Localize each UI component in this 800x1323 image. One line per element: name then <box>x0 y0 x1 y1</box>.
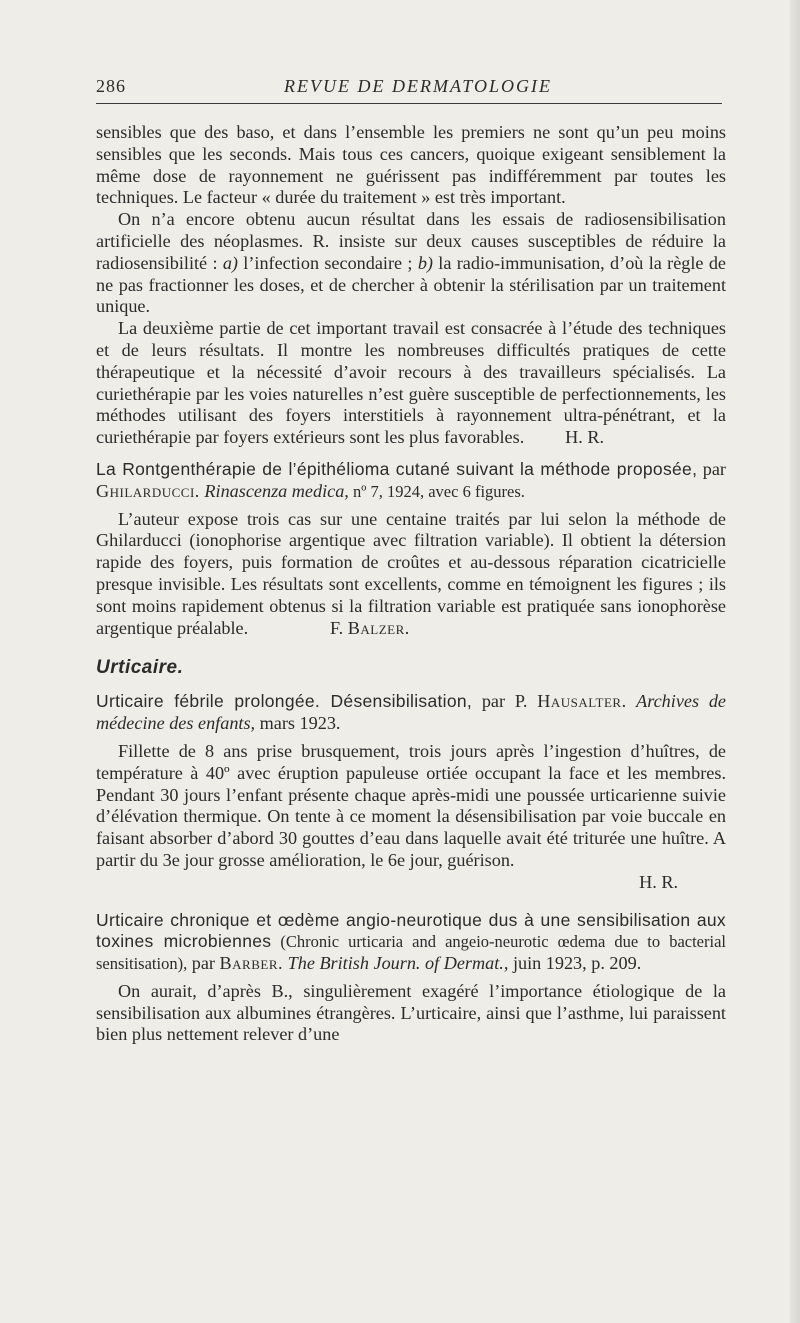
paragraph-3 <box>96 318 726 449</box>
article-author-hausalter: Hausalter. <box>537 691 627 712</box>
article-body-ghilarducci <box>96 509 726 640</box>
article-author-barber: Barber. <box>219 953 284 974</box>
article-title-hausalter: Urticaire fébrile prolongée. Désensibilisation, <box>96 691 473 712</box>
article-original-title-barber: (Chronic urticaria and angeio-neurotic œdema due to bacterial sensitisation), <box>96 932 726 974</box>
article-par: par P. <box>472 691 538 712</box>
article-ref-ghilarducci: nº 7, 1924, avec 6 figures. <box>348 481 525 501</box>
article-body-barber: On aurait, d’après B., singulièrement exagéré l’importance étiologique de la sensibilisation aux albumines étrangères. L’urticaire, ainsi que l’asthme, lui paraissent bien plus nettement relever d’une <box>96 980 726 1045</box>
article-ref-barber: juin 1923, p. 209. <box>508 953 642 974</box>
page-number: 286 <box>96 76 126 96</box>
paragraph-1: sensibles que des baso, et dans l’ensemble les premiers ne sont qu’un peu moins sensibles que les seconds. Mais tous ces cancers, quoique exigeant sensiblement la même dose de rayonnement ne guérissent pas indifféremment par toutes les techniques. Le facteur « durée du traitement » est très important. <box>96 122 726 208</box>
article-journal-hausalter: Archives de médecine des enfants, <box>96 691 726 734</box>
signature-balzer: Balzer. <box>347 617 410 638</box>
article-title-ghilarducci: La Rontgenthérapie de l’épithélioma cutané suivant la méthode proposée, <box>96 458 698 479</box>
article-ref-hausalter: mars 1923. <box>255 713 341 734</box>
article-par: par <box>697 458 726 479</box>
paragraph-2-text-b: l’infection secondaire ; <box>237 252 418 273</box>
list-marker-b: b) <box>417 252 433 273</box>
signature-hr: H. R. <box>639 871 678 892</box>
page-body <box>96 122 726 1046</box>
paragraph-3-text: La deuxième partie de cet important travail est consacrée à l’étude des techniques et de leurs résultats. Il montre les nombreuses difficultés pratiques de cette thérapeutique et la nécessité d’avoir recours à des travailleurs spécialisés. La curiethérapie par les voies naturelles n’est guère susceptible de perfectionnements, les méthodes utilisant des foyers interstitiels à rayonnement ultra-pénétrant, et la curiethérapie par foyers extérieurs sont les plus favorables. <box>96 318 726 448</box>
article-title-barber: Urticaire chronique et œdème angio-neurotique dus à une sensibilisation aux toxines microbiennes <box>96 909 726 952</box>
article-heading-hausalter <box>96 691 726 735</box>
section-title-urticaire: Urticaire. <box>96 657 184 679</box>
article-par: par <box>187 953 220 974</box>
article-heading-ghilarducci <box>96 459 726 503</box>
paragraph-2-text-a: On n’a encore obtenu aucun résultat dans les essais de radiosensibilisation artificielle des néoplasmes. R. insiste sur deux causes susceptibles de réduire la radiosensibilité : <box>96 209 726 273</box>
page-header <box>96 72 728 100</box>
book-page <box>96 72 728 1045</box>
article-journal-barber: The British Journ. of Dermat., <box>283 953 509 974</box>
paragraph-3-signature: H. R. <box>565 427 605 448</box>
article-journal-ghilarducci: Rinascenza medica, <box>199 480 349 501</box>
running-title: REVUE DE DERMATOLOGIE <box>284 76 552 96</box>
article-heading-barber <box>96 910 726 975</box>
list-marker-a: a) <box>222 252 238 273</box>
article-body-hausalter: Fillette de 8 ans prise brusquement, trois jours après l’ingestion d’huîtres, de température à 40º avec éruption papuleuse ortiée occupant la face et les membres. Pendant 30 jours l’enfant présente chaque après-midi une poussée urticarienne suivie d’élévation thermique. On tente à ce moment la désensibilisation par voie buccale en faisant absorber d’abord 30 gouttes d’eau dans laquelle avait été triturée une huître. A partir du 3e jour grosse amélioration, le 6e jour, guérison. <box>96 740 726 870</box>
article-body-ghilarducci-text: L’auteur expose trois cas sur une centaine traités par lui selon la méthode de Ghilarducci (ionophorise argentique avec filtration variable). Il obtient la détersion rapide des foyers, puis formation de croûtes et au-dessous réparation cicatricielle presque invisible. Les résultats sont excellents, comme en témoignent les figures ; ils sont moins rapidement obtenus si la filtration variable est pratiquée sans ionophorèse argentique préalable. <box>96 508 726 638</box>
article-author-ghilarducci: Ghilarducci. <box>96 480 200 501</box>
header-rule <box>96 103 722 104</box>
page-edge-shadow <box>790 0 800 1323</box>
paragraph-2 <box>96 209 726 318</box>
paragraph-2-text-c: la radio-immunisation, d’où la règle de ne pas fractionner les doses, et de chercher à obtenir la stérilisation par un traitement unique. <box>96 252 726 317</box>
signature-initial: F. <box>330 617 348 638</box>
